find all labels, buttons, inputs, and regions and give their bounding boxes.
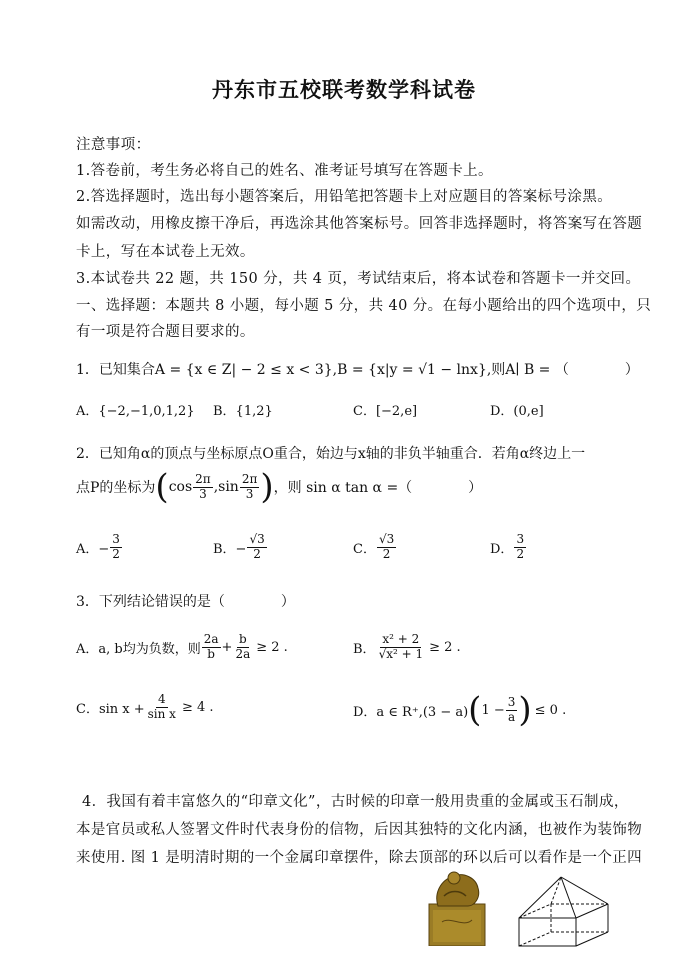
- question-2-stem: 2．已知角α的顶点与坐标原点O重合，始边与x轴的非负半轴重合．若角α终边上一: [76, 446, 586, 462]
- fraction-denominator: 2: [382, 546, 391, 561]
- note-2: 2.答选择题时，选出每小题答案后，用铅笔把答题卡上对应题目的答案标号涂黑。: [76, 189, 613, 205]
- option-fraction: [202, 633, 221, 662]
- note-3: 3.本试卷共 22 题，共 150 分，共 4 页，考试结束后，将本试卷和答题卡一并交回。: [76, 271, 641, 287]
- note-2-end: 卡上，写在本试卷上无效。: [76, 244, 255, 260]
- option-fraction: [514, 533, 526, 562]
- option-label: C．sin x +: [76, 701, 145, 717]
- notes-heading: 注意事项：: [76, 137, 151, 153]
- q1-option-b: B．{1,2}: [213, 404, 273, 419]
- q2-cos-fraction: [193, 473, 213, 502]
- q2-question-tail: ，则 sin α tan α =（ ）: [273, 480, 483, 496]
- q1-option-a: A．{−2,−1,0,1,2}: [76, 404, 195, 419]
- option-fraction: [146, 693, 178, 722]
- q3-option-d: [353, 690, 567, 730]
- left-paren: (: [468, 690, 482, 730]
- left-paren: (: [155, 467, 169, 507]
- note-1: 1.答卷前，考生务必将自己的姓名、准考证号填写在答题卡上。: [76, 163, 493, 179]
- fraction-numerator: 3: [112, 532, 120, 546]
- option-fraction: [247, 533, 266, 562]
- q2-option-b: [213, 533, 268, 562]
- fraction-denominator: a: [507, 709, 516, 724]
- option-label: C．: [353, 541, 376, 557]
- inequality: ≤ 0 .: [534, 702, 567, 718]
- option-fraction: [233, 633, 252, 662]
- page-title: 丹东市五校联考数学科试卷: [212, 78, 476, 102]
- question-2-point: [76, 467, 483, 507]
- fraction-numerator: 3: [507, 694, 516, 709]
- fraction-numerator: 3: [516, 532, 525, 546]
- inequality: ≥ 4 .: [181, 699, 214, 715]
- question-4-line-1: 4．我国有着丰富悠久的“印章文化”，古时候的印章一般用贵重的金属或玉石制成，: [82, 794, 629, 810]
- fraction-numerator: 4: [157, 692, 166, 706]
- right-paren: ): [260, 467, 274, 507]
- option-label: A．a, b均为负数，则: [76, 641, 201, 657]
- note-2-continued: 如需改动，用橡皮擦干净后，再选涂其他答案标号。回答非选择题时，将答案写在答题: [76, 216, 643, 232]
- fraction-denominator: 3: [245, 486, 254, 501]
- q2-option-c: [353, 533, 397, 562]
- q2-sin: ,sin: [213, 479, 239, 495]
- fraction-denominator: 2: [516, 546, 525, 561]
- section-heading-end: 有一项是符合题目要求的。: [76, 324, 255, 340]
- fraction-numerator: √3: [378, 532, 395, 546]
- option-label: B．−: [213, 541, 247, 557]
- q2-sin-fraction: [240, 473, 260, 502]
- fraction-numerator: b: [238, 632, 247, 646]
- right-paren: ): [518, 690, 532, 730]
- solid-figure: [514, 874, 614, 950]
- option-label: A．−: [76, 541, 110, 557]
- question-4-line-3: 来使用. 图 1 是明清时期的一个金属印章摆件，除去顶部的环以后可以看作是一个正四: [76, 850, 643, 866]
- q3-option-a: [76, 633, 288, 662]
- fraction-denominator: √x² + 1: [378, 646, 424, 661]
- fraction-numerator: 2π: [241, 471, 258, 486]
- fraction-numerator: x² + 2: [382, 632, 420, 646]
- q1-option-c: C．[−2,e]: [353, 404, 418, 419]
- question-4-line-2: 本是官员或私人签署文件时代表身份的信物，后因其独特的文化内涵，也被作为装饰物: [76, 822, 643, 838]
- fraction-numerator: 2π: [195, 471, 211, 486]
- q3-option-c: [76, 693, 214, 722]
- q1-option-d: D．(0,e]: [490, 404, 544, 419]
- option-label: D．a ∈ R⁺,(3 − a): [353, 704, 469, 720]
- fraction-denominator: sin x: [147, 706, 176, 721]
- inequality: ≥ 2 .: [429, 639, 461, 655]
- question-1-stem: 1．已知集合A = {x ∈ Z| − 2 ≤ x < 3},B = {x|y = √1 − lnx},则A∣ B = （ ）: [76, 362, 639, 378]
- option-fraction: [377, 533, 396, 562]
- fraction-numerator: 2a: [203, 632, 219, 646]
- fraction-denominator: 2a: [235, 646, 251, 661]
- fraction-numerator: √3: [249, 532, 265, 546]
- q2-point-label: 点P的坐标为: [76, 480, 156, 496]
- q2-option-d: [490, 533, 527, 562]
- question-3-stem: 3．下列结论错误的是（ ）: [76, 594, 295, 610]
- one-minus: 1 −: [481, 702, 505, 718]
- section-heading: 一、选择题：本题共 8 小题，每小题 5 分，共 40 分。在每小题给出的四个选项中，只: [76, 298, 652, 314]
- fraction-denominator: 3: [199, 486, 207, 501]
- q3-option-b: [353, 633, 461, 662]
- fraction-denominator: 2: [112, 546, 120, 561]
- option-label: D．: [490, 541, 514, 557]
- option-fraction: [377, 633, 426, 662]
- fraction-denominator: b: [207, 646, 215, 661]
- fraction-denominator: 2: [253, 546, 261, 561]
- option-label: B．: [353, 641, 376, 657]
- seal-photo: [424, 866, 490, 946]
- option-fraction: [110, 533, 122, 562]
- inequality: ≥ 2 .: [256, 639, 288, 655]
- q2-cos: cos: [168, 479, 193, 495]
- q2-option-a: [76, 533, 123, 562]
- option-fraction: [506, 696, 518, 725]
- plus-sign: +: [221, 639, 233, 655]
